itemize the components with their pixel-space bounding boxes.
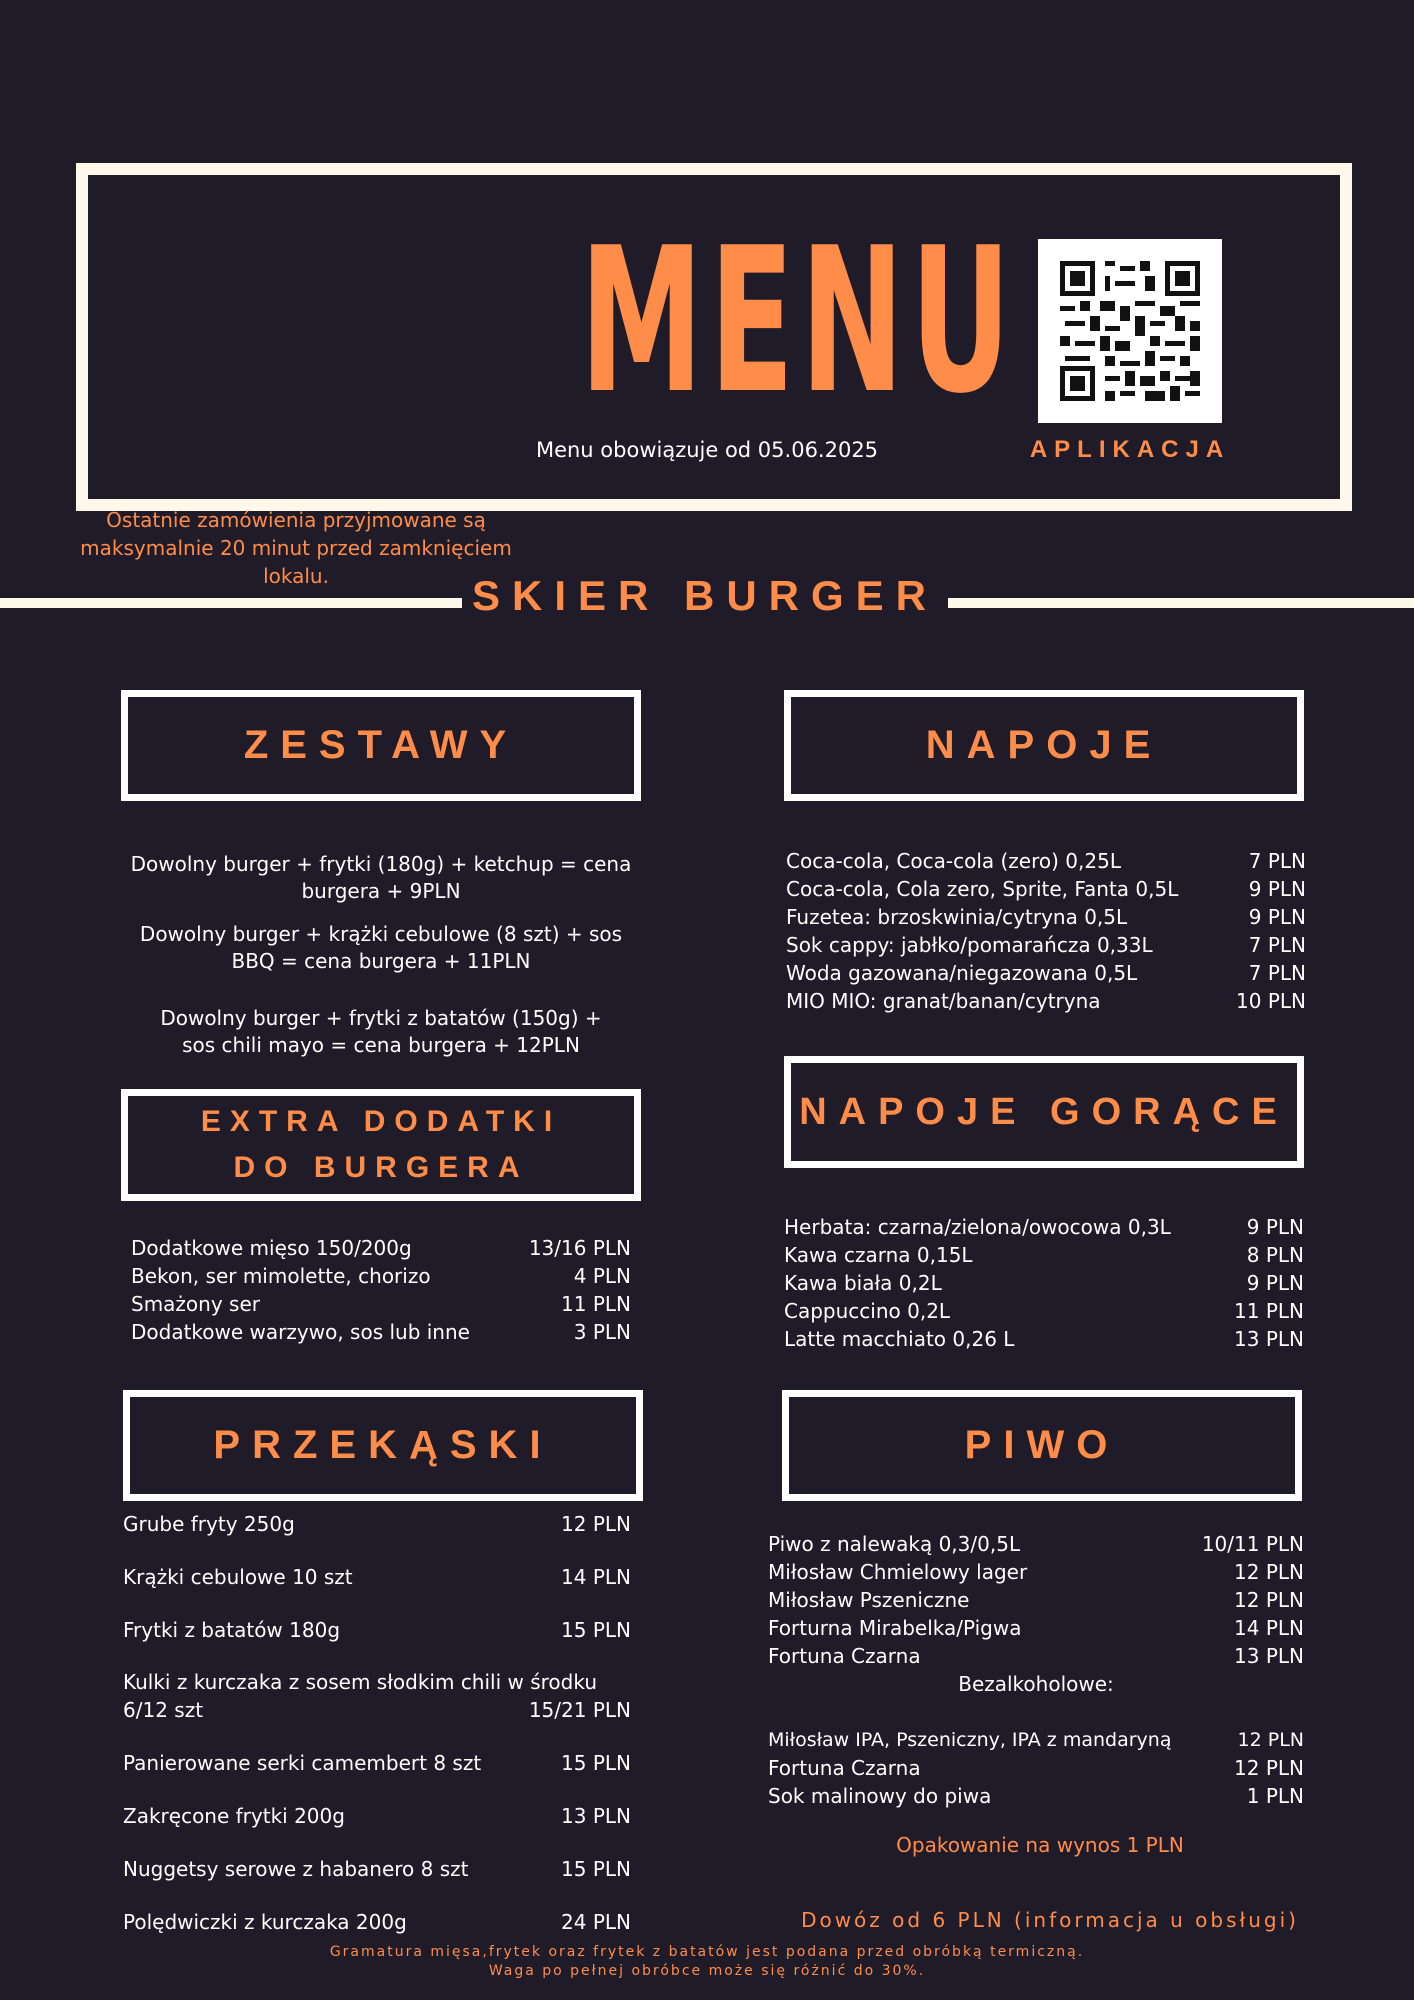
napoje-gorace-list bbox=[784, 1213, 1304, 1353]
delivery-note: Dowóz od 6 PLN (informacja u obsługi) bbox=[801, 1908, 1299, 1932]
list-item: Cappuccino 0,2L 11 PLN bbox=[784, 1299, 1304, 1323]
list-item: Smażony ser 11 PLN bbox=[131, 1292, 631, 1316]
napoje-list bbox=[786, 847, 1306, 1015]
list-item: Polędwiczki z kurczaka 200g 24 PLN bbox=[123, 1910, 631, 1934]
list-item: Fuzetea: brzoskwinia/cytryna 0,5L 9 PLN bbox=[786, 905, 1306, 929]
list-item: Panierowane serki camembert 8 szt 15 PLN bbox=[123, 1751, 631, 1775]
list-item: Frytki z batatów 180g 15 PLN bbox=[123, 1618, 631, 1642]
piwo-list bbox=[768, 1530, 1304, 1810]
przekaski-list bbox=[123, 1510, 631, 1936]
list-item: Grube fryty 250g 12 PLN bbox=[123, 1512, 631, 1536]
list-item: Sok cappy: jabłko/pomarańcza 0,33L 7 PLN bbox=[786, 933, 1306, 957]
section-title-napoje: NAPOJE bbox=[925, 723, 1163, 767]
list-item: Nuggetsy serowe z habanero 8 szt 15 PLN bbox=[123, 1857, 631, 1881]
list-item: MIO MIO: granat/banan/cytryna 10 PLN bbox=[786, 989, 1306, 1013]
extra-list bbox=[131, 1234, 631, 1346]
combo-item: Dowolny burger + frytki (180g) + ketchup = cena burgera + 9PLN bbox=[130, 852, 632, 903]
list-item: Fortuna Czarna 13 PLN bbox=[768, 1644, 1304, 1668]
list-item: Forturna Mirabelka/Pigwa 14 PLN bbox=[768, 1616, 1304, 1640]
list-item: Sok malinowy do piwa 1 PLN bbox=[768, 1784, 1304, 1808]
nonalcoholic-label: Bezalkoholowe: bbox=[958, 1672, 1114, 1696]
weight-footnote: Gramatura mięsa,frytek oraz frytek z batatów jest podana przed obróbką termiczną. Waga po pełnej obróbce może się różnić do 30%. bbox=[329, 1944, 1085, 1979]
menu-validity-date: Menu obowiązuje od 05.06.2025 bbox=[535, 438, 879, 462]
list-item: Krążki cebulowe 10 szt 14 PLN bbox=[123, 1565, 631, 1589]
combo-item: Dowolny burger + krążki cebulowe (8 szt) + sos BBQ = cena burgera + 11PLN bbox=[139, 922, 623, 973]
section-zestawy bbox=[121, 690, 641, 801]
divider-line-left bbox=[0, 598, 462, 608]
page-title: MENU bbox=[579, 205, 1018, 438]
takeaway-note: Opakowanie na wynos 1 PLN bbox=[896, 1833, 1184, 1857]
list-item: Dodatkowe mięso 150/200g 13/16 PLN bbox=[131, 1236, 631, 1260]
section-title-extra: EXTRA DODATKI DO BURGERA bbox=[200, 1105, 562, 1184]
list-item: Dodatkowe warzywo, sos lub inne 3 PLN bbox=[131, 1320, 631, 1344]
list-item: Piwo z nalewaką 0,3/0,5L 10/11 PLN bbox=[768, 1532, 1304, 1556]
section-title-napoje-gorace: NAPOJE GORĄCE bbox=[799, 1090, 1289, 1133]
list-item: Kawa czarna 0,15L 8 PLN bbox=[784, 1243, 1304, 1267]
list-item: Miłosław IPA, Pszeniczny, IPA z mandaryną 12 PLN bbox=[768, 1729, 1304, 1751]
qr-code-icon[interactable] bbox=[1038, 239, 1222, 423]
section-piwo bbox=[782, 1390, 1302, 1501]
section-title-przekaski: PRZEKĄSKI bbox=[213, 1423, 553, 1467]
last-orders-notice: Ostatnie zamówienia przyjmowane są maksymalnie 20 minut przed zamknięciem lokalu. bbox=[80, 508, 512, 588]
list-item: Coca-cola, Coca-cola (zero) 0,25L 7 PLN bbox=[786, 849, 1306, 873]
list-item: Kawa biała 0,2L 9 PLN bbox=[784, 1271, 1304, 1295]
section-extra bbox=[121, 1089, 641, 1201]
list-item: Bekon, ser mimolette, chorizo 4 PLN bbox=[131, 1264, 631, 1288]
list-item: Miłosław Pszeniczne 12 PLN bbox=[768, 1588, 1304, 1612]
section-napoje-gorace bbox=[784, 1056, 1304, 1168]
list-item: Latte macchiato 0,26 L 13 PLN bbox=[784, 1327, 1304, 1351]
section-title-zestawy: ZESTAWY bbox=[243, 723, 519, 767]
list-item: Coca-cola, Cola zero, Sprite, Fanta 0,5L 9 PLN bbox=[786, 877, 1306, 901]
list-item: Fortuna Czarna 12 PLN bbox=[768, 1756, 1304, 1780]
list-item: Miłosław Chmielowy lager 12 PLN bbox=[768, 1560, 1304, 1584]
section-przekaski bbox=[123, 1390, 643, 1501]
list-item: Zakręcone frytki 200g 13 PLN bbox=[123, 1804, 631, 1828]
divider-line-right bbox=[948, 598, 1414, 608]
brand-name: SKIER BURGER bbox=[471, 572, 939, 619]
list-item: Kulki z kurczaka z sosem słodkim chili w środku 6/12 szt 15/21 PLN bbox=[123, 1670, 631, 1722]
section-napoje bbox=[784, 690, 1304, 801]
list-item: Herbata: czarna/zielona/owocowa 0,3L 9 PLN bbox=[784, 1215, 1304, 1239]
list-item: Woda gazowana/niegazowana 0,5L 7 PLN bbox=[786, 961, 1306, 985]
combo-item: Dowolny burger + frytki z batatów (150g) + sos chili mayo = cena burgera + 12PLN bbox=[160, 1006, 602, 1057]
app-label: APLIKACJA bbox=[1029, 436, 1231, 463]
section-title-piwo: PIWO bbox=[964, 1423, 1120, 1467]
